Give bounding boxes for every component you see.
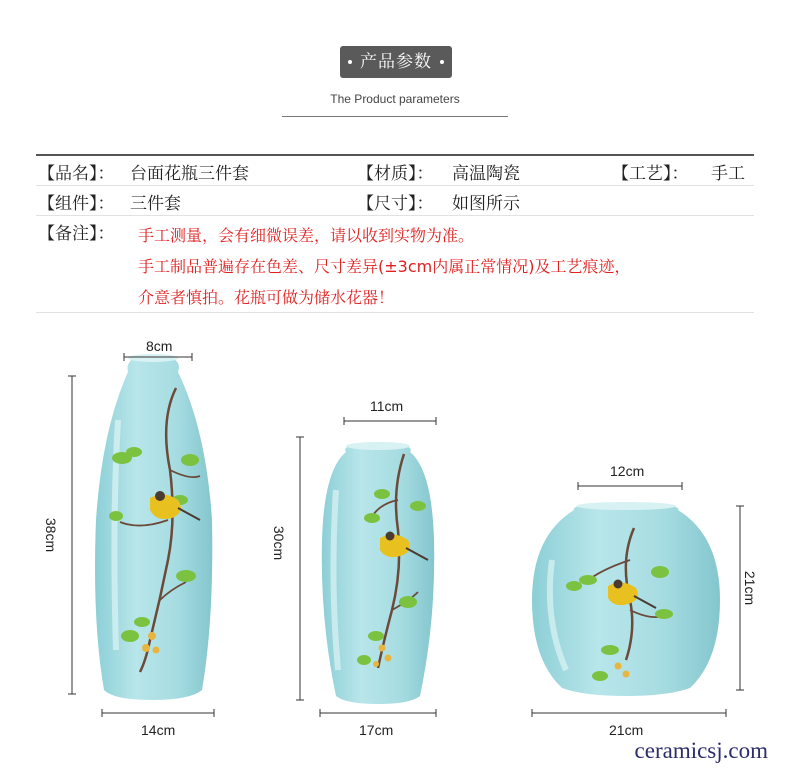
components-value: 三件套 xyxy=(130,194,181,214)
components-label: 【组件】： xyxy=(38,194,115,214)
section-subtitle: The Product parameters xyxy=(330,92,460,106)
notes-label: 【备注】： xyxy=(38,224,115,244)
size-value: 如图所示 xyxy=(452,194,520,214)
craft-label: 【工艺】： xyxy=(612,164,689,184)
material-label: 【材质】： xyxy=(357,164,434,184)
note-line-1: 手工测量，会有细微误差，请以收到实物为准。 xyxy=(138,226,475,245)
craft-value: 手工 xyxy=(711,164,745,184)
name-label: 【品名】： xyxy=(38,164,115,184)
size-label: 【尺寸】： xyxy=(357,194,434,214)
vase-tall-height: 38cm xyxy=(43,517,60,553)
vase-round-top-width: 12cm xyxy=(610,463,645,479)
vase-tall-bottom-width: 14cm xyxy=(141,722,176,738)
section-title: 产品参数 xyxy=(360,52,432,72)
note-line-2: 手工制品普遍存在色差、尺寸差异(±3cm内属正常情况)及工艺痕迹， xyxy=(138,257,631,276)
material-value: 高温陶瓷 xyxy=(452,164,520,184)
watermark: ceramicsj.com xyxy=(634,738,768,763)
name-value: 台面花瓶三件套 xyxy=(130,164,249,184)
vase-round-bottom-width: 21cm xyxy=(609,722,644,738)
note-line-3: 介意者慎拍。花瓶可做为储水花器！ xyxy=(138,288,395,307)
vase-medium-top-width: 11cm xyxy=(370,398,404,414)
vase-round-height: 21cm xyxy=(742,570,759,606)
vase-tall-top-width: 8cm xyxy=(146,338,173,354)
vase-medium-bottom-width: 17cm xyxy=(359,722,394,738)
vase-medium-height: 30cm xyxy=(271,525,288,561)
